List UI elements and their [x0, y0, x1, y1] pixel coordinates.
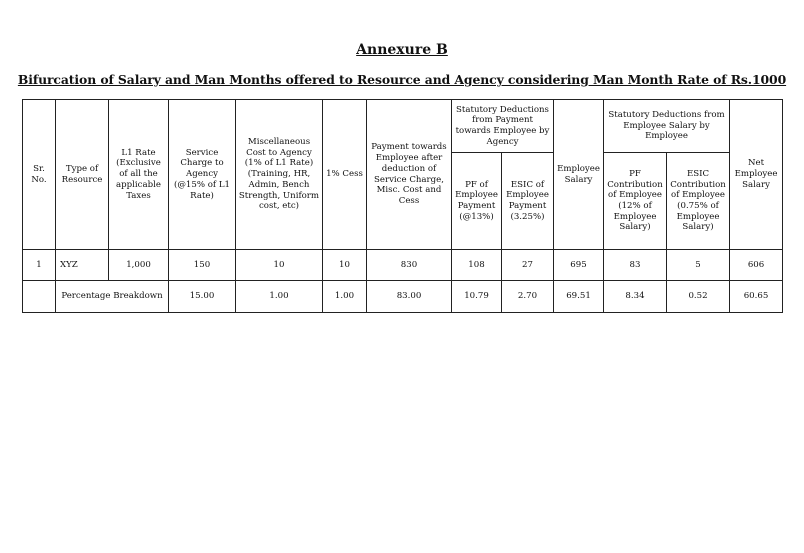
- cell-pct-cess: 1.00: [323, 281, 367, 313]
- cell-cess: 10: [323, 250, 367, 281]
- cell-pct-pf-employer: 10.79: [452, 281, 502, 313]
- cell-pct-pf-employee: 8.34: [604, 281, 667, 313]
- cell-employee-salary: 695: [554, 250, 604, 281]
- header-stat-deductions-agency: Statutory Deductions from Payment towards Employee by Agency: [452, 100, 554, 153]
- cell-esic-employee: 5: [667, 250, 730, 281]
- cell-type: XYZ: [56, 250, 109, 281]
- header-row-1: [23, 100, 783, 153]
- cell-service-charge: 150: [169, 250, 236, 281]
- header-pf-employee: PF Contribution of Employee (12% of Employee Salary): [604, 153, 667, 250]
- cell-pf-employer: 108: [452, 250, 502, 281]
- cell-esic-employer: 27: [502, 250, 554, 281]
- header-l1-rate: L1 Rate (Exclusive of all the applicable Taxes: [109, 100, 169, 250]
- cell-empty: [23, 281, 56, 313]
- document-title: Annexure B: [356, 42, 448, 58]
- header-payment-towards-employee: Payment towards Employee after deduction of Service Charge, Misc. Cost and Cess: [367, 100, 452, 250]
- document-subtitle: Bifurcation of Salary and Man Months offered to Resource and Agency considering Man Month Rate of Rs.1000: [17, 72, 787, 87]
- header-cess: 1% Cess: [323, 100, 367, 250]
- cell-l1-rate: 1,000: [109, 250, 169, 281]
- header-employee-salary: Employee Salary: [554, 100, 604, 250]
- header-type-of-resource: Type of Resource: [56, 100, 109, 250]
- header-net-employee-salary: Net Employee Salary: [730, 100, 783, 250]
- cell-pct-payment: 83.00: [367, 281, 452, 313]
- percentage-row: [23, 281, 783, 313]
- table-row: [23, 250, 783, 281]
- cell-pct-employee-salary: 69.51: [554, 281, 604, 313]
- cell-misc: 10: [236, 250, 323, 281]
- cell-net-salary: 606: [730, 250, 783, 281]
- header-esic-employer: ESIC of Employee Payment (3.25%): [502, 153, 554, 250]
- cell-pct-misc: 1.00: [236, 281, 323, 313]
- cell-pct-esic-employer: 2.70: [502, 281, 554, 313]
- cell-pct-esic-employee: 0.52: [667, 281, 730, 313]
- cell-pf-employee: 83: [604, 250, 667, 281]
- header-sr-no: Sr. No.: [23, 100, 56, 250]
- cell-percentage-label: Percentage Breakdown: [56, 281, 169, 313]
- cell-pct-net-salary: 60.65: [730, 281, 783, 313]
- salary-bifurcation-table: [22, 99, 783, 313]
- header-stat-deductions-employee: Statutory Deductions from Employee Salary by Employee: [604, 100, 730, 153]
- cell-sr: 1: [23, 250, 56, 281]
- header-esic-employee: ESIC Contribution of Employee (0.75% of Employee Salary): [667, 153, 730, 250]
- header-service-charge: Service Charge to Agency (@15% of L1 Rate): [169, 100, 236, 250]
- header-misc-cost: Miscellaneous Cost to Agency (1% of L1 Rate) (Training, HR, Admin, Bench Strength, Uniform cost, etc): [236, 100, 323, 250]
- cell-payment: 830: [367, 250, 452, 281]
- header-pf-employer: PF of Employee Payment (@13%): [452, 153, 502, 250]
- cell-pct-service: 15.00: [169, 281, 236, 313]
